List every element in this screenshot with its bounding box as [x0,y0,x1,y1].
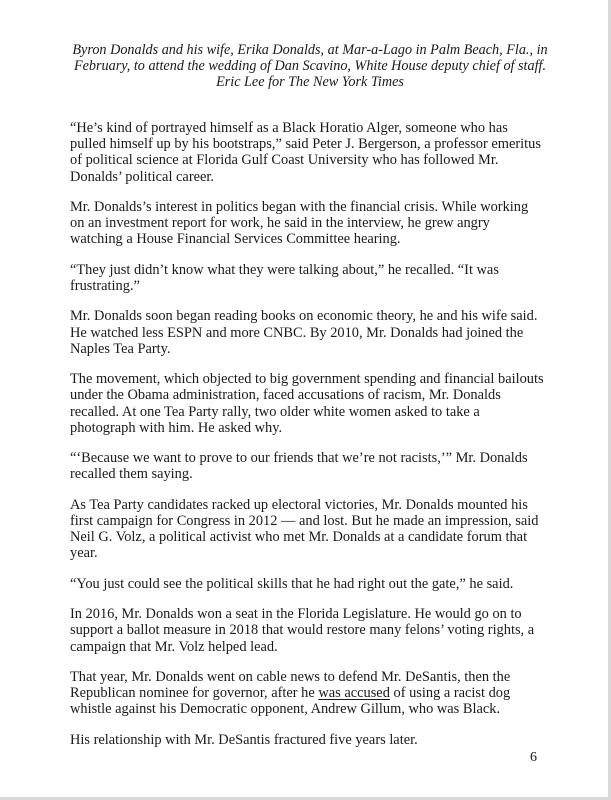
desantis-text-before: That year, Mr. Donalds went on cable news to defend Mr. DeSantis, then the Republican nominee for governor, after he [70,668,511,702]
photo-caption [60,42,560,90]
paragraph-florida-legislature: In 2016, Mr. Donalds won a seat in the Florida Legislature. He would go on to support a ballot measure in 2018 that would restore many felons’ voting rights, a campaign that Mr. Volz helped lead. [70,606,535,655]
photo-credit: Eric Lee for The New York Times [216,74,404,90]
page-number: 6 [530,750,537,765]
paragraph-not-racists-quote: “‘Because we want to prove to our friends that we’re not racists,’” Mr. Donalds recalled them saying. [70,450,528,483]
paragraph-financial-crisis: Mr. Donalds’s interest in politics began with the financial crisis. While working on an investment report for work, he said in the interview, he grew angry watching a House Financial Services Committee hearing. [70,199,529,248]
paragraph-frustrating-quote: “They just didn’t know what they were talking about,” he recalled. “It was frustrating.” [70,261,499,294]
paragraph-political-skills-quote: “You just could see the political skills that he had right out the gate,” he said. [70,575,514,592]
paragraph-tea-party-movement: The movement, which objected to big government spending and financial bailouts under the Obama administration, faced accusations of racism, Mr. Donalds recalled. At one Tea Party rally, two older white women asked to take a photograph with him. He asked why. [70,371,544,436]
article-body [70,120,545,762]
desantis-text-after: of using a racist dog whistle against his Democratic opponent, Andrew Gillum, who was Black. [70,685,511,718]
paragraph-bergerson-quote: “He’s kind of portrayed himself as a Black Horatio Alger, someone who has pulled himself up by his bootstraps,” said Peter J. Bergerson, a professor emeritus of political science at Florida Gulf Coast University who has followed Mr. Donalds’ political career. [70,120,541,185]
paragraph-relationship-fractured: His relationship with Mr. DeSantis fractured five years later. [70,731,418,748]
paragraph-congress-campaign: As Tea Party candidates racked up electoral victories, Mr. Donalds mounted his first campaign for Congress in 2012 — and lost. But he made an impression, said Neil G. Volz, a political activist who met Mr. Donalds at a candidate forum that year. [70,496,539,562]
caption-text: Byron Donalds and his wife, Erika Donalds, at Mar-a-Lago in Palm Beach, Fla., in February, to attend the wedding of Dan Scavino, White House deputy chief of staff. [72,42,548,74]
paragraph-economic-theory: Mr. Donalds soon began reading books on economic theory, he and his wife said. He watched less ESPN and more CNBC. By 2010, Mr. Donalds had joined the Naples Tea Party. [70,308,538,357]
paragraph-desantis-defense [70,669,545,718]
was-accused-link[interactable]: was accused [318,685,390,702]
